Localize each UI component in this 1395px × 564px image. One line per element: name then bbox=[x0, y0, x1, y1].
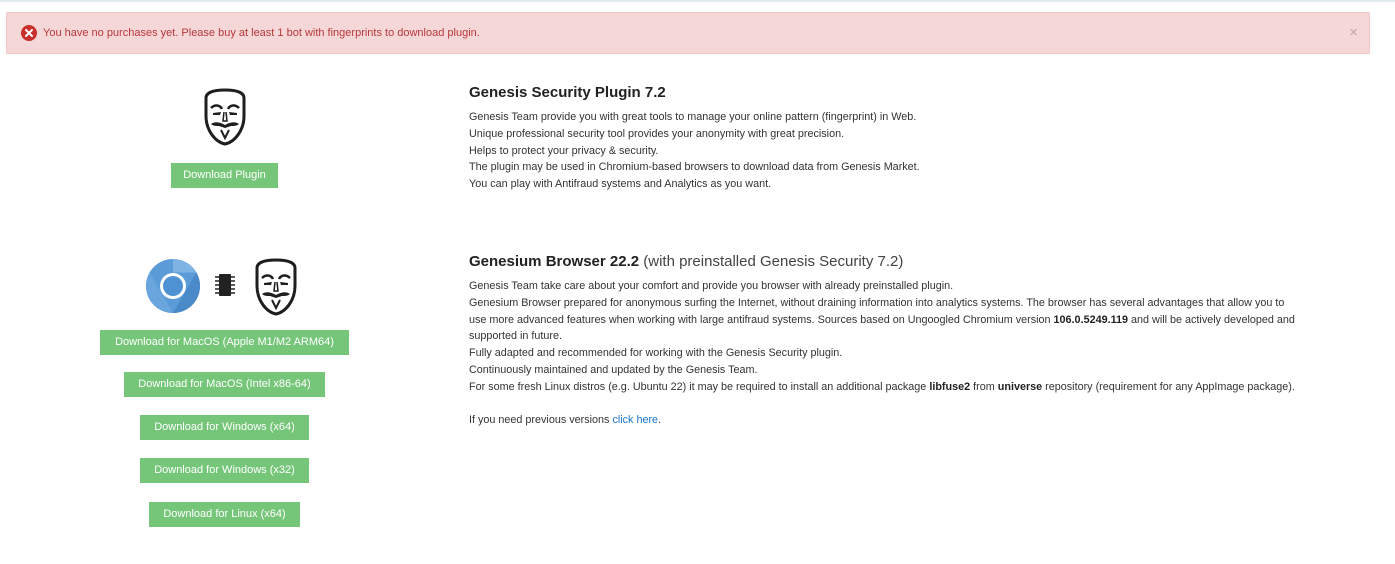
previous-versions-text: If you need previous versions bbox=[469, 414, 610, 426]
browser-subtitle: (with preinstalled Genesis Security 7.2) bbox=[643, 253, 904, 270]
plugin-line: Helps to protect your privacy & security. bbox=[469, 144, 659, 157]
error-icon bbox=[21, 25, 37, 41]
browser-line: Genesium Browser prepared for anonymous surfing the Internet, without draining information into analytics systems. The browser has several advantages that allow you to bbox=[469, 296, 1285, 309]
browser-title-text: Genesium Browser 22.2 bbox=[469, 253, 640, 270]
download-windows-x32-button[interactable]: Download for Windows (x32) bbox=[140, 458, 309, 483]
repository-name: universe bbox=[997, 380, 1043, 393]
plugin-description bbox=[469, 109, 920, 193]
download-macos-arm-button[interactable]: Download for MacOS (Apple M1/M2 ARM64) bbox=[100, 330, 349, 355]
previous-versions-link[interactable]: click here bbox=[612, 414, 659, 426]
chip-icon bbox=[214, 271, 236, 299]
plugin-line: The plugin may be used in Chromium-based browsers to download data from Genesis Market. bbox=[469, 161, 920, 174]
alert-close-button[interactable]: × bbox=[1349, 24, 1358, 41]
browser-line bbox=[469, 379, 1295, 396]
anonymous-mask-icon bbox=[252, 258, 300, 316]
download-linux-button[interactable]: Download for Linux (x64) bbox=[149, 502, 300, 527]
browser-line: Genesis Team take care about your comfort and provide you browser with already preinstalled plugin. bbox=[469, 280, 954, 292]
download-plugin-button[interactable]: Download Plugin bbox=[171, 163, 278, 188]
previous-versions-line bbox=[469, 412, 661, 429]
anonymous-mask-icon bbox=[201, 88, 249, 146]
browser-line-text: from bbox=[973, 380, 995, 393]
browser-line-text: repository (requirement for any AppImage package). bbox=[1045, 380, 1295, 393]
browser-line: Fully adapted and recommended for working with the Genesis Security plugin. bbox=[469, 347, 843, 360]
browser-line-text: use more advanced features when working with large antifraud systems. Sources based on Ungoogled Chromium version bbox=[469, 313, 1051, 326]
browser-line-text: For some fresh Linux distros (e.g. Ubuntu 22) it may be required to install an additional package bbox=[469, 380, 927, 393]
browser-line bbox=[469, 312, 1295, 329]
package-name: libfuse2 bbox=[929, 380, 971, 393]
browser-title bbox=[469, 253, 903, 270]
plugin-line: Unique professional security tool provides your anonymity with great precision. bbox=[469, 127, 845, 140]
browser-line: Continuously maintained and updated by the Genesis Team. bbox=[469, 363, 758, 376]
chromium-icon bbox=[145, 258, 201, 314]
plugin-line: Genesis Team provide you with great tools to manage your online pattern (fingerprint) in Web. bbox=[469, 111, 917, 123]
error-alert bbox=[6, 12, 1370, 54]
previous-versions-period: . bbox=[658, 414, 662, 426]
chromium-version: 106.0.5249.119 bbox=[1053, 313, 1129, 326]
plugin-title: Genesis Security Plugin 7.2 bbox=[469, 84, 666, 101]
previous-versions bbox=[469, 412, 661, 429]
browser-line-text: and will be actively developed and bbox=[1131, 313, 1295, 326]
browser-line: supported in future. bbox=[469, 330, 563, 343]
download-windows-x64-button[interactable]: Download for Windows (x64) bbox=[140, 415, 309, 440]
top-border bbox=[0, 0, 1395, 2]
download-macos-intel-button[interactable]: Download for MacOS (Intel x86-64) bbox=[124, 372, 325, 397]
alert-message: You have no purchases yet. Please buy at least 1 bot with fingerprints to download plugin. bbox=[43, 27, 480, 39]
plugin-line: You can play with Antifraud systems and Analytics as you want. bbox=[469, 178, 772, 191]
browser-description bbox=[469, 278, 1295, 396]
